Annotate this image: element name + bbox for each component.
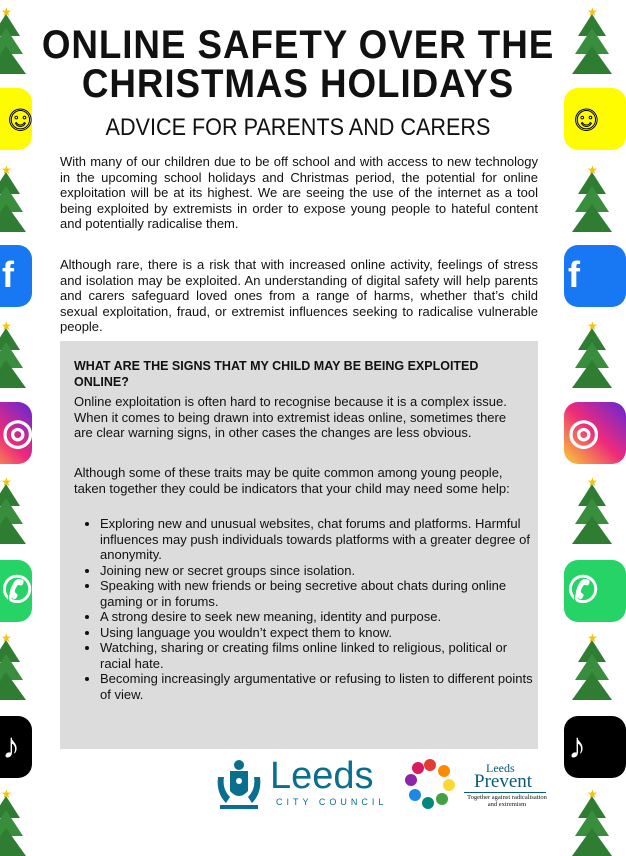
title-line-2: CHRISTMAS HOLIDAYS bbox=[81, 62, 515, 106]
facebook-icon: f bbox=[564, 245, 626, 307]
instagram-icon: ◎ bbox=[0, 402, 32, 464]
left-border-decoration: ★ ☺ ★ f ★ ◎ ★ ✆ ★ ♪ ★ bbox=[0, 0, 34, 836]
tiktok-icon: ♪ bbox=[0, 716, 32, 778]
signs-list-item: • Speaking with new friends or being secretive about chats during online gaming or in forums. bbox=[100, 578, 540, 609]
signs-paragraph-1: Online exploitation is often hard to recognise because it is a complex issue. When it comes to being drawn into extremist ideas online, sometimes there are clear warning signs, in other cases the changes are less obvious. bbox=[74, 394, 507, 440]
prevent-tagline: Together against radicalisation and extremism bbox=[467, 794, 547, 808]
right-border-decoration: ★ ☺ ★ f ★ ◎ ★ ✆ ★ ♪ ★ bbox=[562, 0, 596, 836]
signs-info-box bbox=[60, 341, 538, 749]
leeds-wordmark: Leeds bbox=[270, 755, 374, 797]
prevent-wordmark: Prevent bbox=[474, 771, 533, 792]
signs-list bbox=[74, 516, 540, 702]
page-subtitle: ADVICE FOR PARENTS AND CARERS bbox=[105, 114, 491, 141]
city-council-text: CITY COUNCIL bbox=[276, 797, 388, 807]
leeds-city-council-logo bbox=[212, 757, 392, 813]
signs-paragraph-2: Although some of these traits may be quite common among young people, taken together they could be indicators that your child may need some help: bbox=[74, 465, 510, 496]
leeds-prevent-logo bbox=[404, 757, 554, 813]
page-title bbox=[24, 23, 572, 106]
prevent-people-ring-icon bbox=[404, 757, 456, 809]
whatsapp-icon: ✆ bbox=[0, 560, 32, 622]
leeds-crest-icon bbox=[212, 757, 266, 811]
tiktok-icon: ♪ bbox=[564, 716, 626, 778]
signs-heading: WHAT ARE THE SIGNS THAT MY CHILD MAY BE BEING EXPLOITED ONLINE? bbox=[74, 359, 479, 389]
signs-list-item: • Joining new or secret groups since isolation. bbox=[100, 563, 540, 579]
signs-list-item: • A strong desire to seek new meaning, identity and purpose. bbox=[100, 609, 540, 625]
signs-list-item: • Exploring new and unusual websites, chat forums and platforms. Harmful influences may push individuals towards platforms with a greater degree of anonymity. bbox=[100, 516, 540, 563]
prevent-leeds-text: Leeds bbox=[486, 761, 515, 775]
facebook-icon: f bbox=[0, 245, 32, 307]
signs-list-item: • Watching, sharing or creating films online linked to religious, political or racial hate. bbox=[100, 640, 540, 671]
whatsapp-icon: ✆ bbox=[564, 560, 626, 622]
prevent-divider bbox=[464, 792, 546, 793]
signs-list-item: • Becoming increasingly argumentative or refusing to listen to different points of view. bbox=[100, 671, 540, 702]
title-line-1: ONLINE SAFETY OVER THE bbox=[41, 23, 555, 67]
snapchat-icon: ☺ bbox=[0, 88, 32, 150]
snapchat-icon: ☺ bbox=[564, 88, 626, 150]
signs-list-item: • Using language you wouldn’t expect them to know. bbox=[100, 625, 540, 641]
intro-paragraph-2: Although rare, there is a risk that with increased online activity, feelings of stress and isolation may be exploited. An understanding of digital safety will help parents and carers safeguard loved ones from a range of harms, whether that’s child sexual exploitation, fraud, or extremist influences seeking to radicalise vulnerable people. bbox=[60, 257, 538, 334]
intro-paragraph-1: With many of our children due to be off school and with access to new technology in the upcoming school holidays and Christmas period, the potential for online exploitation will be at its highest. We are seeing the use of the internet as a tool being exploited by extremists in order to expose young people to hateful content and potentially radicalise them. bbox=[60, 154, 538, 231]
instagram-icon: ◎ bbox=[564, 402, 626, 464]
